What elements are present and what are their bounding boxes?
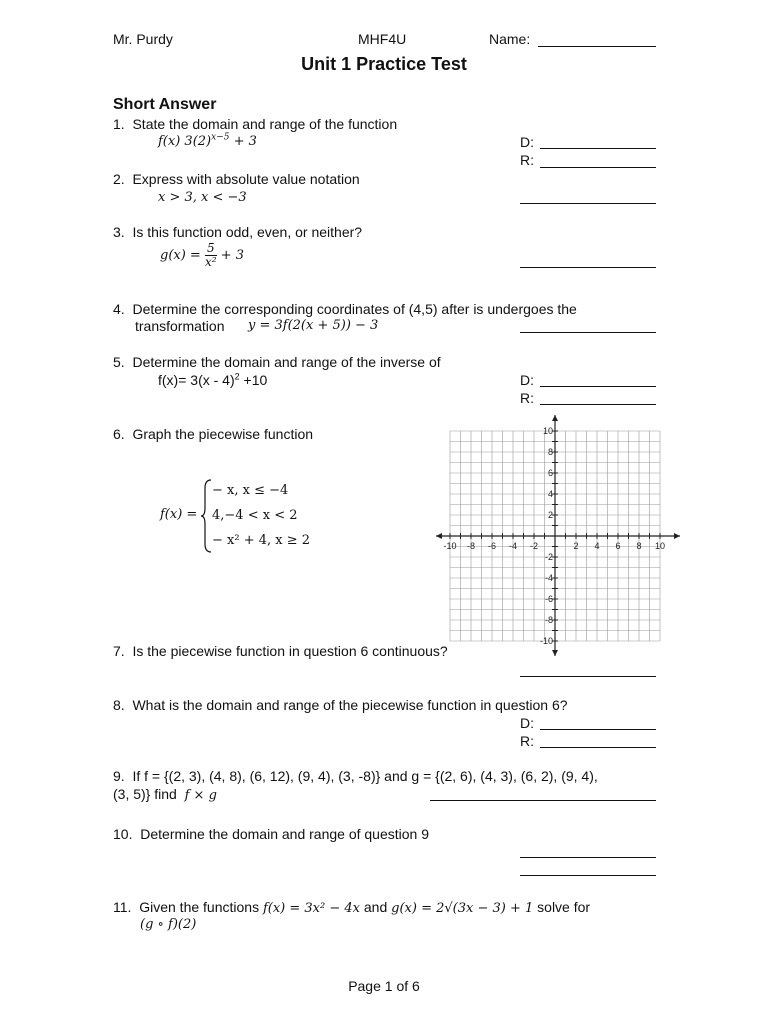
question-2: 2. Express with absolute value notation bbox=[113, 171, 360, 187]
question-5: 5. Determine the domain and range of the inverse of bbox=[113, 354, 441, 370]
x-tick-label: 2 bbox=[573, 541, 579, 551]
domain-label: D: bbox=[520, 372, 534, 388]
question-1-math: f(x) $3(2)^{x-5} + 3$ bbox=[158, 132, 257, 149]
question-2-math: x > 3, x < −3 bbox=[158, 190, 247, 205]
question-3: 3. Is this function odd, even, or neither? bbox=[113, 224, 363, 240]
q1-range-blank[interactable] bbox=[540, 167, 656, 168]
y-tick-label: 10 bbox=[542, 426, 553, 436]
course-code: MHF4U bbox=[358, 31, 407, 47]
q2-answer-blank[interactable] bbox=[520, 203, 656, 204]
y-axis-arrow-top bbox=[552, 415, 558, 421]
piece-2: 4,−4 < x < 2 bbox=[212, 508, 298, 523]
x-tick-label: 10 bbox=[654, 541, 666, 551]
x-tick-label: 6 bbox=[615, 541, 621, 551]
domain-label: D: bbox=[520, 715, 534, 731]
x-tick-label: 4 bbox=[594, 541, 600, 551]
name-blank[interactable] bbox=[538, 46, 656, 47]
domain-label: D: bbox=[520, 134, 534, 150]
y-tick-label: 4 bbox=[547, 489, 553, 499]
teacher-name: Mr. Purdy bbox=[113, 31, 173, 47]
question-number: 1. bbox=[113, 116, 125, 132]
x-axis-arrow-left bbox=[436, 533, 442, 539]
range-label: R: bbox=[520, 733, 534, 749]
q10-answer-blank-1[interactable] bbox=[520, 857, 656, 858]
range-label: R: bbox=[520, 152, 534, 168]
question-9-line2: (3, 5)} find f × g bbox=[113, 786, 217, 803]
piece-1: − x, x ≤ −4 bbox=[212, 483, 289, 498]
question-3-math: g(x) = $\frac{5}{\text{x²}}$ + 3 bbox=[160, 241, 245, 269]
question-4-math: y = 3f(2(x + 5)) − 3 bbox=[248, 318, 379, 333]
question-11-math: (g ∘ f)(2) bbox=[140, 917, 197, 932]
q5-domain-blank[interactable] bbox=[540, 386, 656, 387]
question-8: 8. What is the domain and range of the piecewise function in question 6? bbox=[113, 697, 568, 713]
y-tick-label: -10 bbox=[539, 636, 553, 646]
q5-range-blank[interactable] bbox=[540, 404, 656, 405]
name-label: Name: bbox=[489, 31, 531, 47]
q7-answer-blank[interactable] bbox=[520, 676, 656, 677]
x-tick-label: -10 bbox=[443, 541, 457, 551]
y-tick-label: -2 bbox=[544, 552, 553, 562]
x-tick-label: -8 bbox=[466, 541, 476, 551]
y-tick-label: 2 bbox=[547, 510, 553, 520]
x-tick-label: -6 bbox=[487, 541, 497, 551]
question-5-function: f(x)= 3(x - 4)$^2$ +10 bbox=[158, 371, 268, 388]
q4-answer-blank[interactable] bbox=[520, 332, 656, 333]
page-title: Unit 1 Practice Test bbox=[301, 54, 467, 74]
piecewise-cases bbox=[212, 478, 310, 553]
q9-answer-blank[interactable] bbox=[430, 800, 656, 801]
range-label: R: bbox=[520, 390, 534, 406]
q8-domain-blank[interactable] bbox=[540, 729, 656, 730]
question-1 bbox=[113, 116, 397, 132]
question-7: 7. Is the piecewise function in question 6 continuous? bbox=[113, 643, 448, 659]
x-axis-arrow-right bbox=[674, 533, 680, 539]
question-10: 10. Determine the domain and range of question 9 bbox=[113, 826, 429, 842]
y-tick-label: -4 bbox=[544, 573, 553, 583]
question-4-line2: transformation bbox=[135, 318, 225, 334]
question-text: State the domain and range of the function bbox=[132, 116, 398, 132]
y-tick-label: 8 bbox=[547, 447, 553, 457]
piece-3: − x² + 4, x ≥ 2 bbox=[212, 533, 311, 548]
y-tick-label: 6 bbox=[547, 468, 553, 478]
question-11: 11. Given the functions f(x) = 3x² − 4x and g(x) = 2√(3x − 3) + 1 solve for bbox=[113, 899, 591, 916]
q1-domain-blank[interactable] bbox=[540, 148, 656, 149]
page-footer: Page 1 of 6 bbox=[348, 978, 420, 994]
y-tick-label: -8 bbox=[544, 615, 553, 625]
coordinate-grid[interactable] bbox=[430, 410, 686, 660]
piecewise-lhs: f(x) = bbox=[160, 507, 198, 522]
q3-answer-blank[interactable] bbox=[520, 267, 656, 268]
question-4: 4. Determine the corresponding coordinates of (4,5) after is undergoes the bbox=[113, 301, 577, 317]
question-9: 9. If f = {(2, 3), (4, 8), (6, 12), (9, 4), (3, -8)} and g = {(2, 6), (4, 3), (6, 2), (9, 4), bbox=[113, 768, 598, 784]
question-6: 6. Graph the piecewise function bbox=[113, 426, 314, 442]
q8-range-blank[interactable] bbox=[540, 747, 656, 748]
x-tick-label: -2 bbox=[529, 541, 539, 551]
x-tick-label: -4 bbox=[508, 541, 518, 551]
section-heading: Short Answer bbox=[113, 96, 217, 113]
y-axis-arrow-bottom bbox=[552, 650, 558, 656]
q10-answer-blank-2[interactable] bbox=[520, 875, 656, 876]
y-tick-label: -6 bbox=[544, 594, 553, 604]
x-tick-label: 8 bbox=[636, 541, 642, 551]
